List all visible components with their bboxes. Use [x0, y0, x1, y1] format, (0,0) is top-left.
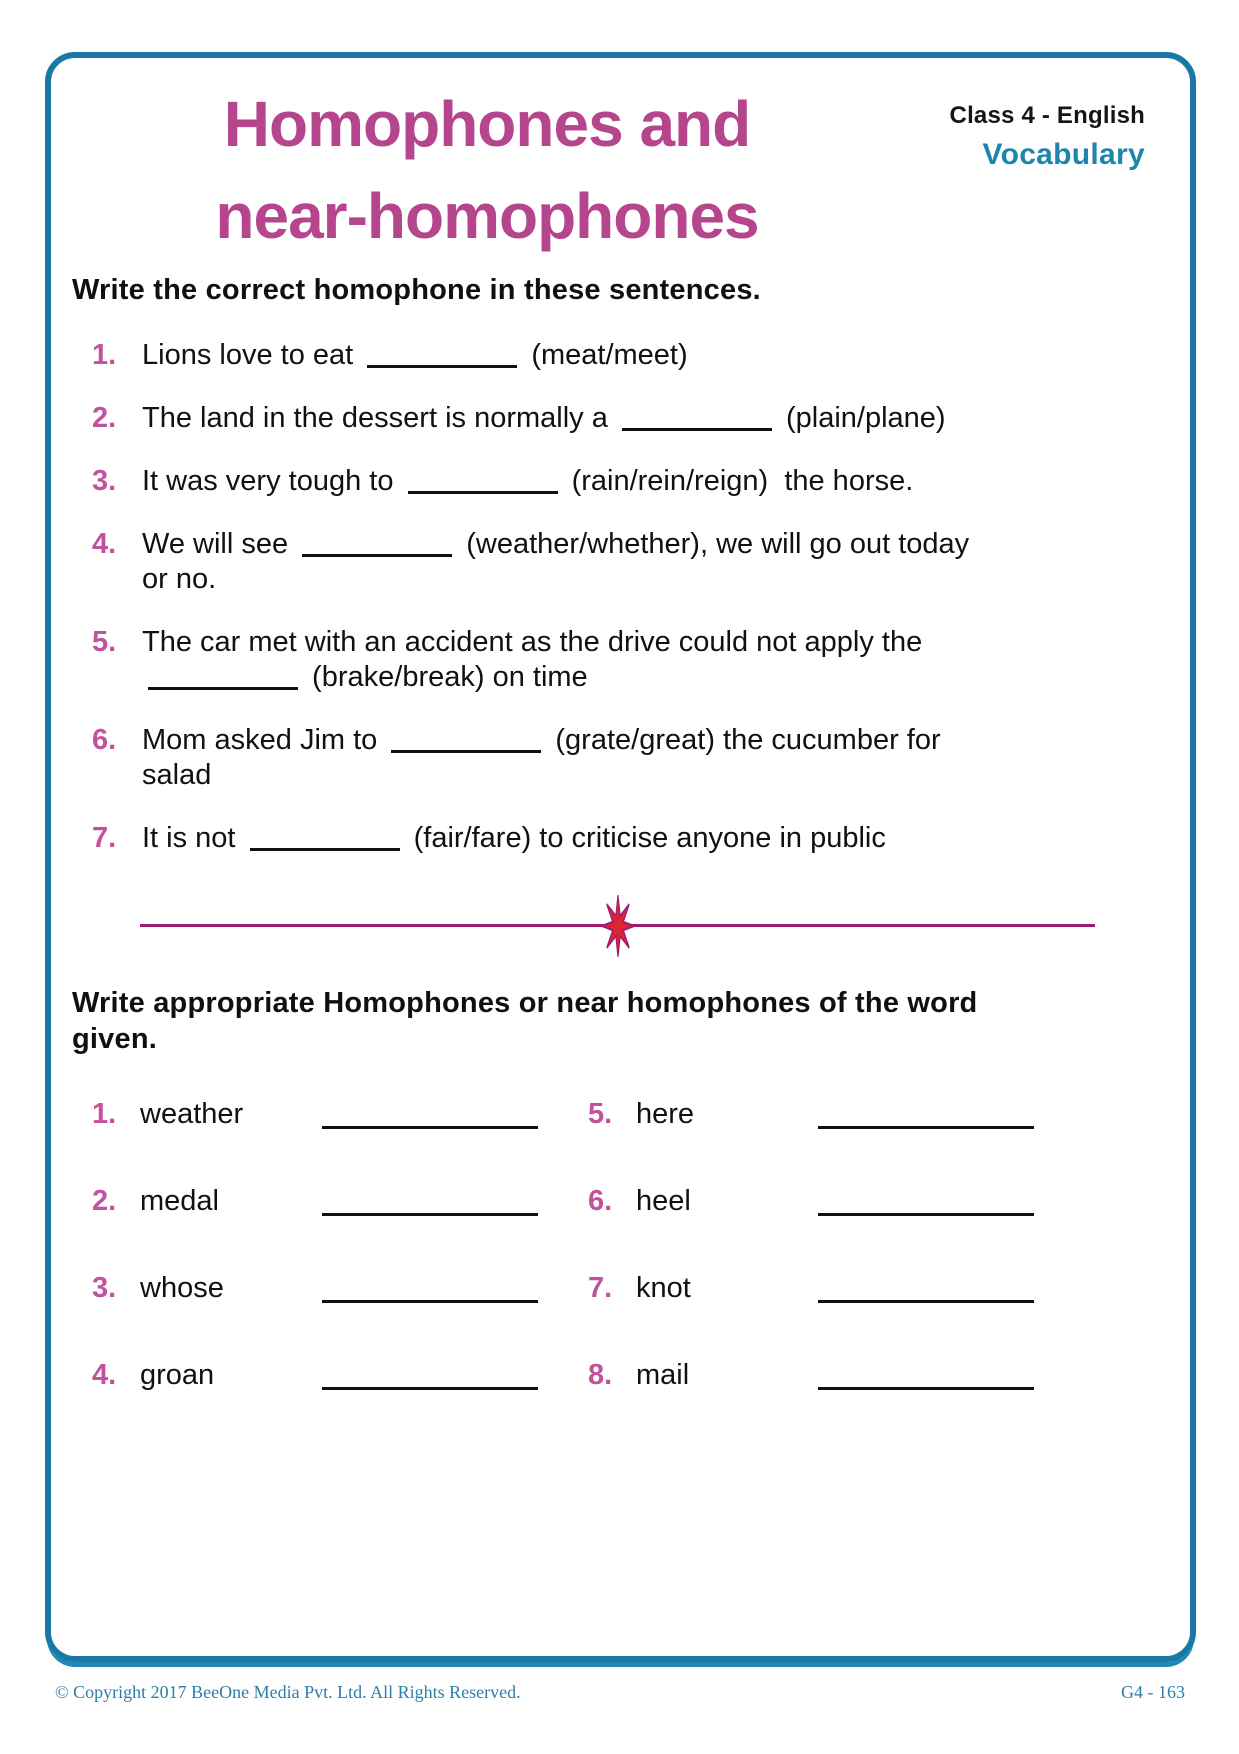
- answer-blank: [322, 1118, 538, 1129]
- item-number: 5.: [588, 1098, 613, 1130]
- exercise2-item: [92, 1358, 538, 1393]
- exercise2-item: [92, 1097, 538, 1132]
- answer-blank: [818, 1118, 1034, 1129]
- item-number: 3.: [92, 1272, 117, 1304]
- item-number: 1.: [92, 339, 117, 371]
- answer-blank: [148, 683, 298, 690]
- page-footer: [55, 1682, 1185, 1703]
- item-sentence: Lions love to eat (meat/meet): [142, 339, 688, 371]
- item-sentence: It is not (fair/fare) to criticise anyone in public: [142, 822, 886, 854]
- exercise1-item: [68, 527, 1173, 597]
- answer-blank: [302, 550, 452, 557]
- item-number: 5.: [92, 626, 117, 658]
- answer-blank: [322, 1292, 538, 1303]
- worksheet-header: [68, 78, 1173, 262]
- exercise1-item: [68, 723, 1173, 793]
- exercise2-instruction: [72, 985, 1173, 1057]
- word-label: knot: [636, 1272, 691, 1304]
- page-title-line1: Homophones and: [223, 88, 751, 160]
- answer-blank: [818, 1292, 1034, 1303]
- exercise2-item: [92, 1184, 538, 1219]
- starburst-icon: [601, 893, 635, 959]
- exercise1-item: [68, 464, 1173, 499]
- answer-blank: [250, 844, 400, 851]
- class-label: Class 4 - English: [949, 102, 1145, 129]
- word-label: weather: [140, 1098, 244, 1130]
- item-number: 4.: [92, 528, 117, 560]
- item-number: 3.: [92, 465, 117, 497]
- answer-blank: [367, 361, 517, 368]
- exercise1-item: [68, 821, 1173, 856]
- exercise2-item: [588, 1271, 1034, 1306]
- item-number: 2.: [92, 402, 117, 434]
- answer-blank: [408, 487, 558, 494]
- item-number: 1.: [92, 1098, 117, 1130]
- item-number: 6.: [588, 1185, 613, 1217]
- answer-blank: [322, 1379, 538, 1390]
- answer-blank: [322, 1205, 538, 1216]
- worksheet-border-frame: [45, 52, 1196, 1662]
- exercise1-item: [68, 338, 1173, 373]
- answer-blank: [818, 1379, 1034, 1390]
- copyright-text: © Copyright 2017 BeeOne Media Pvt. Ltd. All Rights Reserved.: [55, 1682, 521, 1702]
- page-title: [68, 78, 906, 262]
- exercise1-list: [68, 338, 1173, 856]
- word-label: medal: [140, 1185, 219, 1217]
- item-number: 7.: [588, 1272, 613, 1304]
- exercise1-instruction: Write the correct homophone in these sentences.: [72, 274, 761, 306]
- item-number: 4.: [92, 1359, 117, 1391]
- item-number: 7.: [92, 822, 117, 854]
- exercise1-item: [68, 625, 1173, 695]
- exercise2-item: [588, 1184, 1034, 1219]
- item-number: 8.: [588, 1359, 613, 1391]
- exercise2-item: [92, 1271, 538, 1306]
- exercise2-instruction-line1: Write appropriate Homophones or near homophones of the word: [72, 987, 978, 1019]
- exercise2-row: [68, 1097, 1173, 1132]
- exercise2-row: [68, 1184, 1173, 1219]
- answer-blank: [622, 424, 772, 431]
- item-number: 6.: [92, 724, 117, 756]
- exercise2-item: [588, 1097, 1034, 1132]
- word-label: mail: [636, 1359, 690, 1391]
- class-subject-badge: [950, 102, 1145, 172]
- word-label: whose: [140, 1272, 224, 1304]
- exercise2-grid: [68, 1097, 1173, 1393]
- page-number: G4 - 163: [1121, 1682, 1185, 1702]
- word-label: groan: [140, 1359, 215, 1391]
- word-label: here: [636, 1098, 695, 1130]
- exercise2-item: [588, 1358, 1034, 1393]
- item-sentence: We will see (weather/whether), we will go out today or no.: [142, 528, 970, 595]
- answer-blank: [391, 746, 541, 753]
- section-divider: [140, 924, 1095, 927]
- item-sentence: It was very tough to (rain/rein/reign) the horse.: [142, 465, 914, 497]
- item-sentence: The car met with an accident as the drive could not apply the (brake/break) on time: [142, 626, 923, 693]
- word-label: heel: [636, 1185, 691, 1217]
- answer-blank: [818, 1205, 1034, 1216]
- exercise1-item: [68, 401, 1173, 436]
- item-number: 2.: [92, 1185, 117, 1217]
- item-sentence: Mom asked Jim to (grate/great) the cucumber for salad: [142, 724, 941, 791]
- subject-label: Vocabulary: [982, 138, 1145, 171]
- exercise2-row: [68, 1358, 1173, 1393]
- item-sentence: The land in the dessert is normally a (plain/plane): [142, 402, 946, 434]
- page-title-line2: near-homophones: [215, 180, 759, 252]
- exercise2-instruction-line2: given.: [72, 1023, 157, 1055]
- exercise2-row: [68, 1271, 1173, 1306]
